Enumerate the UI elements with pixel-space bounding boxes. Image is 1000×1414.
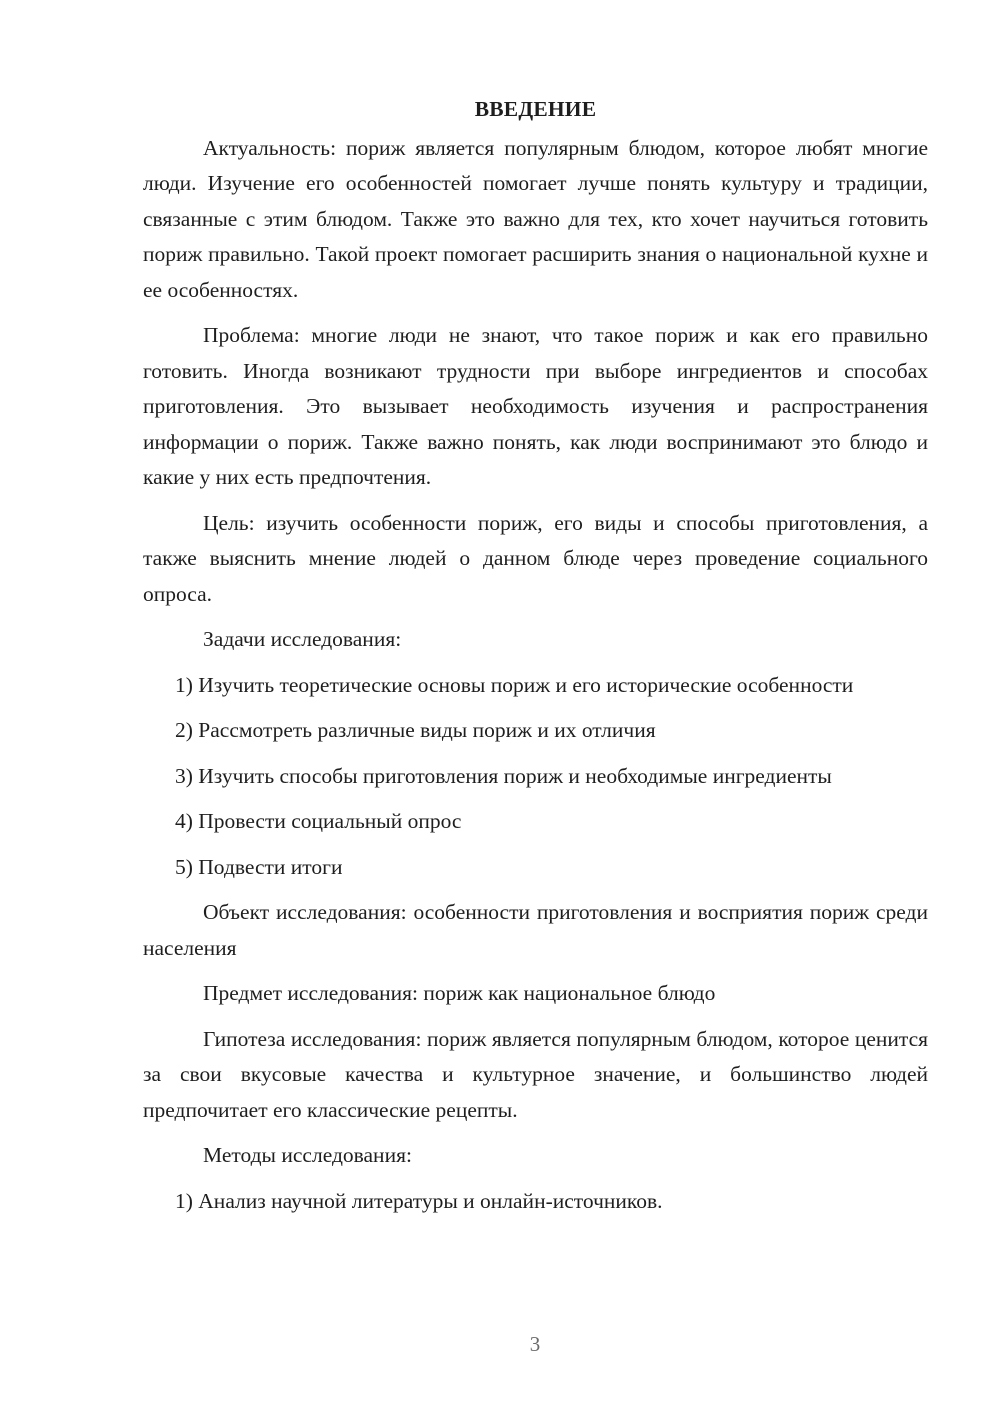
- task-item: 3) Изучить способы приготовления пориж и необходимые ингредиенты: [175, 763, 832, 788]
- relevance-paragraph: Актуальность: пориж является популярным блюдом, которое любят многие люди. Изучение его особенностей помогает лучше понять культуру и традиции, связанные с этим блюдом. Также это важно для тех, кто хочет научиться готовить пориж правильно. Такой проект помогает расширить знания о национальной кухне и ее особенностях.: [143, 135, 928, 302]
- task-item: 1) Изучить теоретические основы пориж и его исторические особенности: [175, 672, 854, 697]
- tasks-title: Задачи исследования:: [203, 627, 402, 651]
- hypothesis-paragraph: Гипотеза исследования: пориж является популярным блюдом, которое ценится за свои вкусовые качества и культурное значение, и большинство людей предпочитает его классические рецепты.: [143, 1026, 928, 1122]
- page-number: 3: [529, 1332, 541, 1356]
- task-item: 2) Рассмотреть различные виды пориж и их отличия: [175, 718, 656, 742]
- problem-paragraph: Проблема: многие люди не знают, что такое пориж и как его правильно готовить. Иногда возникают трудности при выборе ингредиентов и способах приготовления. Это вызывает необходимость изучения и распространения информации о пориж. Также важно понять, как люди воспринимают это блюдо и какие у них есть предпочтения.: [143, 323, 928, 489]
- goal-paragraph: Цель: изучить особенности пориж, его виды и способы приготовления, а также выяснить мнение людей о данном блюде через проведение социального опроса.: [143, 510, 928, 606]
- object-paragraph: Объект исследования: особенности приготовления и восприятия пориж среди населения: [143, 900, 928, 960]
- task-item: 5) Подвести итоги: [175, 854, 343, 879]
- subject-paragraph: Предмет исследования: пориж как национальное блюдо: [203, 981, 716, 1005]
- methods-title: Методы исследования:: [203, 1143, 412, 1167]
- method-item: 1) Анализ научной литературы и онлайн-источников.: [175, 1188, 663, 1213]
- task-item: 4) Провести социальный опрос: [175, 809, 462, 833]
- section-heading: ВВЕДЕНИЕ: [474, 97, 597, 121]
- document-page: [143, 92, 928, 1229]
